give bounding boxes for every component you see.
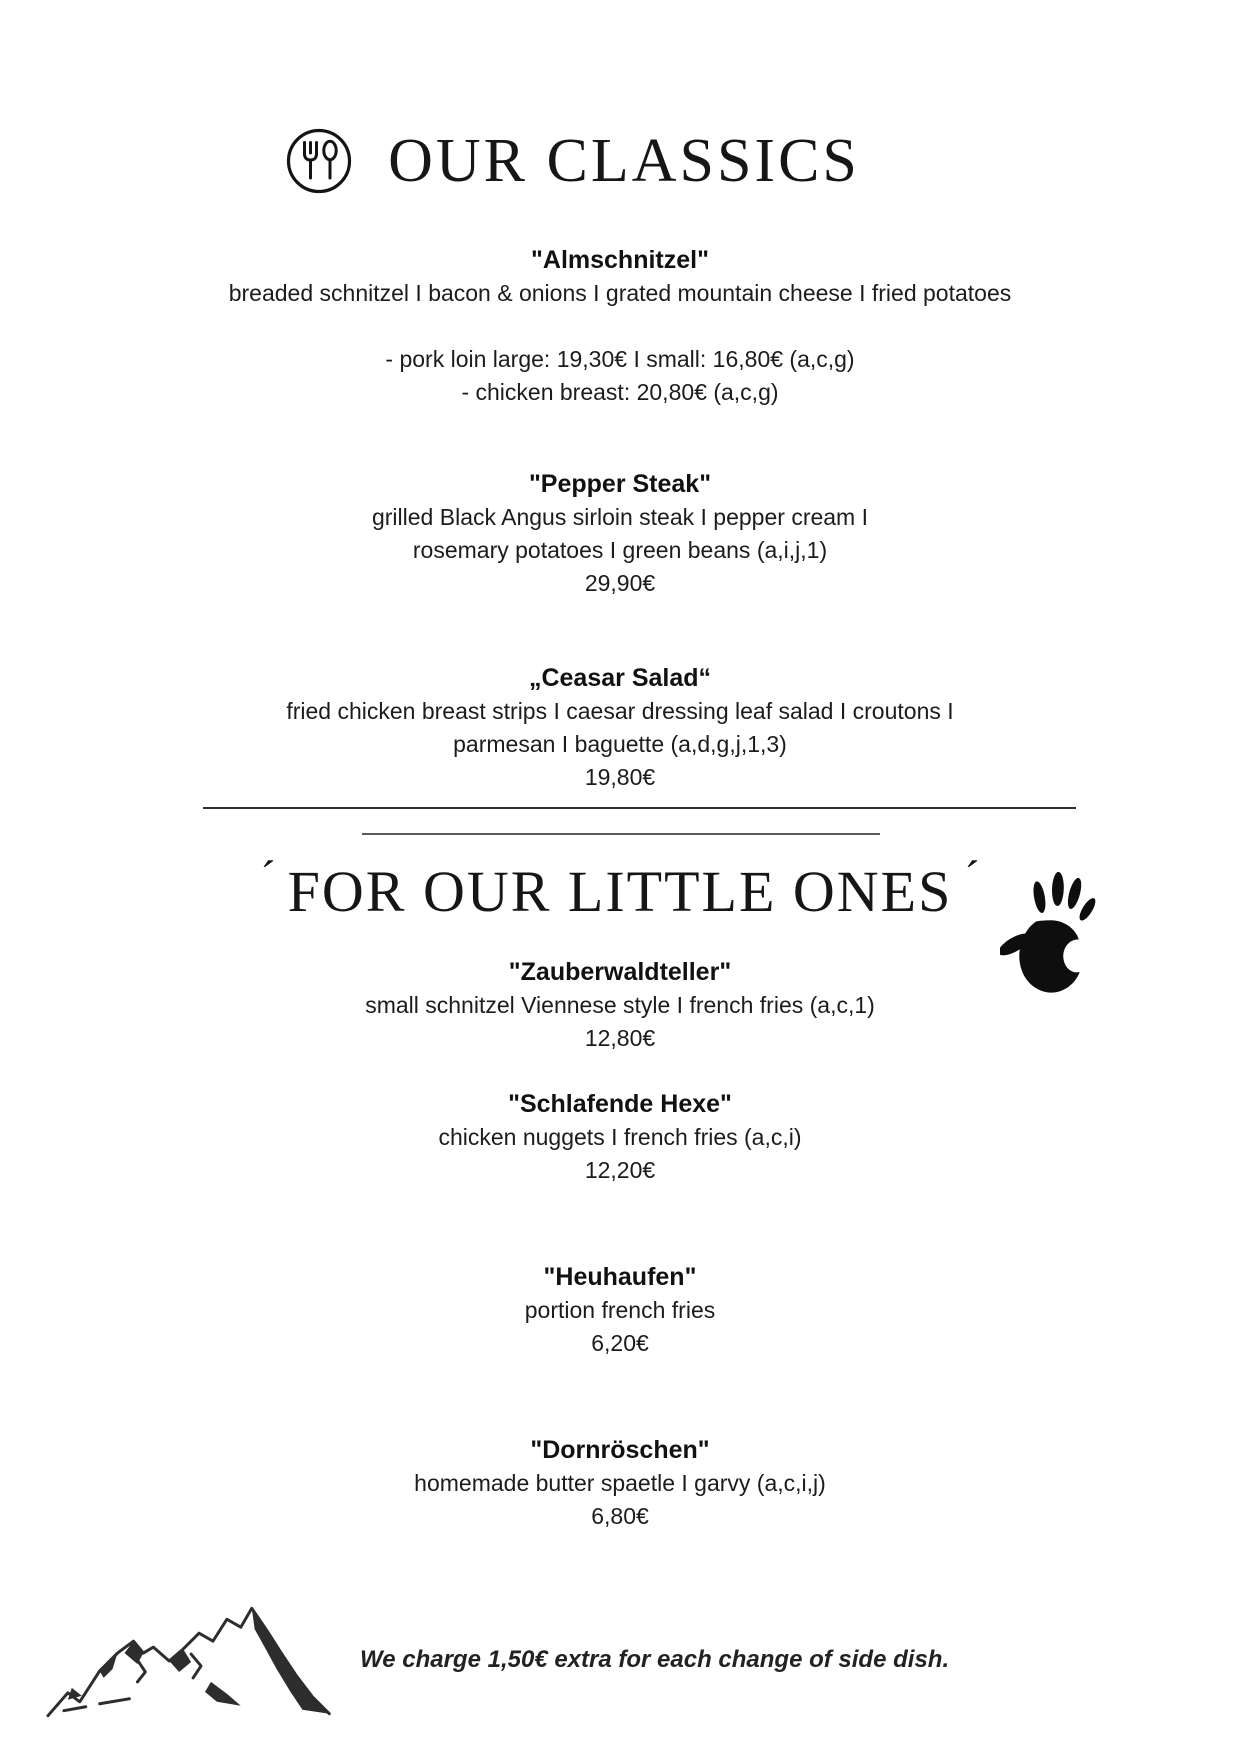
menu-item-pepper-steak [0, 468, 1240, 600]
mountains-illustration [42, 1602, 370, 1724]
dish-description: portion french fries [524, 1297, 716, 1323]
kids-title: FOR OUR LITTLE ONES [287, 859, 953, 924]
menu-item-heuhaufen [0, 1261, 1240, 1360]
dish-price: 6,20€ [591, 1330, 649, 1356]
dish-description: grilled Black Angus sirloin steak I pepper cream I [371, 504, 869, 530]
dish-option: - pork loin large: 19,30€ I small: 16,80€ (a,c,g) [385, 346, 855, 372]
menu-item-ceasar-salad [0, 662, 1240, 794]
accent-mark-right: ´ [964, 851, 980, 902]
menu-item-dornroeschen [0, 1434, 1240, 1533]
dish-description: small schnitzel Viennese style I french fries (a,c,1) [365, 992, 875, 1018]
dish-description: breaded schnitzel I bacon & onions I grated mountain cheese I fried potatoes [228, 280, 1012, 306]
dish-description: parmesan I baguette (a,d,g,j,1,3) [453, 731, 787, 757]
dish-name: "Dornröschen" [530, 1436, 710, 1464]
dish-name: „Ceasar Salad“ [528, 664, 712, 692]
side-dish-note: We charge 1,50€ extra for each change of side dish. [360, 1646, 950, 1673]
menu-item-schlafende-hexe [0, 1088, 1240, 1187]
classics-header [0, 126, 1192, 196]
dish-name: "Zauberwaldteller" [508, 958, 732, 986]
fork-spoon-icon [284, 126, 354, 196]
dish-description: rosemary potatoes I green beans (a,i,j,1) [412, 537, 828, 563]
accent-mark-left: ´ [260, 851, 276, 902]
dish-name: "Pepper Steak" [528, 470, 712, 498]
dish-description: fried chicken breast strips I caesar dressing leaf salad I croutons I [286, 698, 954, 724]
dish-price: 6,80€ [591, 1503, 649, 1529]
dish-description: homemade butter spaetle I garvy (a,c,i,j) [414, 1470, 826, 1496]
classics-title: OUR CLASSICS [388, 127, 860, 195]
menu-item-almschnitzel [0, 244, 1240, 409]
dish-name: "Almschnitzel" [531, 246, 709, 274]
menu-item-zauberwaldteller [0, 956, 1240, 1055]
dish-option: - chicken breast: 20,80€ (a,c,g) [461, 379, 779, 405]
dish-options [0, 343, 1240, 409]
dish-price: 12,80€ [584, 1025, 656, 1051]
dish-name: "Heuhaufen" [543, 1263, 697, 1291]
section-divider-primary [203, 807, 1076, 809]
dish-name: "Schlafende Hexe" [508, 1090, 732, 1118]
dish-price: 12,20€ [584, 1157, 656, 1183]
dish-description: chicken nuggets I french fries (a,c,i) [438, 1124, 802, 1150]
dish-price: 19,80€ [584, 764, 656, 790]
section-divider-secondary [362, 833, 880, 835]
dish-price: 29,90€ [584, 570, 656, 596]
